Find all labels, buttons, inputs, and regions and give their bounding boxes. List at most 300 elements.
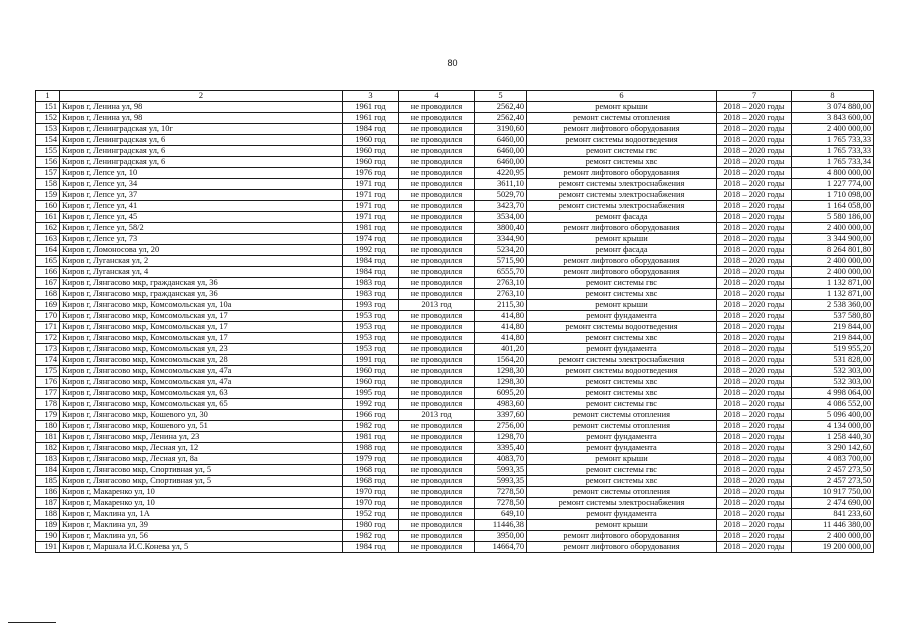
area-cell: 4083,70 — [475, 454, 527, 465]
address-cell: Киров г, Ленинградская ул, 6 — [60, 157, 343, 168]
table-row — [36, 201, 874, 212]
period-cell: 2018 – 2020 годы — [717, 355, 792, 366]
capital-repair-table — [35, 90, 874, 553]
build-year-cell: 1976 год — [343, 168, 399, 179]
cost-cell: 3 074 880,00 — [792, 102, 874, 113]
table-row — [36, 113, 874, 124]
address-cell: Киров г, Лянгасово мкр, Лесная ул, 8а — [60, 454, 343, 465]
period-cell: 2018 – 2020 годы — [717, 531, 792, 542]
build-year-cell: 1971 год — [343, 212, 399, 223]
row-number: 154 — [36, 135, 60, 146]
cost-cell: 3 843 600,00 — [792, 113, 874, 124]
table-header-row — [36, 91, 874, 102]
build-year-cell: 1953 год — [343, 311, 399, 322]
row-number: 157 — [36, 168, 60, 179]
period-cell: 2018 – 2020 годы — [717, 135, 792, 146]
period-cell: 2018 – 2020 годы — [717, 146, 792, 157]
work-type-cell: ремонт лифтового оборудования — [527, 542, 717, 553]
build-year-cell: 1961 год — [343, 102, 399, 113]
work-type-cell: ремонт лифтового оборудования — [527, 531, 717, 542]
column-header: 2 — [60, 91, 343, 102]
row-number: 161 — [36, 212, 60, 223]
area-cell: 7278,50 — [475, 498, 527, 509]
address-cell: Киров г, Лянгасово мкр, Кошевого ул, 30 — [60, 410, 343, 421]
area-cell: 3190,60 — [475, 124, 527, 135]
area-cell: 2756,00 — [475, 421, 527, 432]
area-cell: 2562,40 — [475, 102, 527, 113]
table-row — [36, 465, 874, 476]
last-repair-cell: 2013 год — [399, 410, 475, 421]
last-repair-cell: не проводился — [399, 311, 475, 322]
work-type-cell: ремонт системы электроснабжения — [527, 190, 717, 201]
page-number: 80 — [447, 58, 458, 68]
period-cell: 2018 – 2020 годы — [717, 509, 792, 520]
area-cell: 3534,00 — [475, 212, 527, 223]
row-number: 191 — [36, 542, 60, 553]
last-repair-cell: не проводился — [399, 124, 475, 135]
period-cell: 2018 – 2020 годы — [717, 300, 792, 311]
period-cell: 2018 – 2020 годы — [717, 399, 792, 410]
work-type-cell: ремонт фундамента — [527, 432, 717, 443]
build-year-cell: 1979 год — [343, 454, 399, 465]
last-repair-cell: не проводился — [399, 234, 475, 245]
last-repair-cell: не проводился — [399, 201, 475, 212]
cost-cell: 4 086 552,00 — [792, 399, 874, 410]
cost-cell: 1 227 774,00 — [792, 179, 874, 190]
area-cell: 1298,70 — [475, 432, 527, 443]
last-repair-cell: не проводился — [399, 542, 475, 553]
work-type-cell: ремонт системы хвс — [527, 388, 717, 399]
last-repair-cell: не проводился — [399, 388, 475, 399]
build-year-cell: 1970 год — [343, 487, 399, 498]
build-year-cell: 1960 год — [343, 157, 399, 168]
build-year-cell: 1980 год — [343, 520, 399, 531]
last-repair-cell: не проводился — [399, 322, 475, 333]
period-cell: 2018 – 2020 годы — [717, 344, 792, 355]
work-type-cell: ремонт фасада — [527, 245, 717, 256]
row-number: 166 — [36, 267, 60, 278]
last-repair-cell: не проводился — [399, 168, 475, 179]
build-year-cell: 1952 год — [343, 509, 399, 520]
address-cell: Киров г, Луганская ул, 4 — [60, 267, 343, 278]
row-number: 153 — [36, 124, 60, 135]
area-cell: 4220,95 — [475, 168, 527, 179]
table-row — [36, 344, 874, 355]
row-number: 173 — [36, 344, 60, 355]
cost-cell: 8 264 801,80 — [792, 245, 874, 256]
cost-cell: 5 096 400,00 — [792, 410, 874, 421]
table-row — [36, 487, 874, 498]
row-number: 163 — [36, 234, 60, 245]
work-type-cell: ремонт лифтового оборудования — [527, 124, 717, 135]
row-number: 158 — [36, 179, 60, 190]
cost-cell: 219 844,00 — [792, 322, 874, 333]
last-repair-cell: не проводился — [399, 256, 475, 267]
build-year-cell: 1971 год — [343, 190, 399, 201]
cost-cell: 4 800 000,00 — [792, 168, 874, 179]
table-row — [36, 399, 874, 410]
cost-cell: 3 344 900,00 — [792, 234, 874, 245]
area-cell: 3611,10 — [475, 179, 527, 190]
row-number: 178 — [36, 399, 60, 410]
build-year-cell: 1953 год — [343, 333, 399, 344]
area-cell: 11446,38 — [475, 520, 527, 531]
area-cell: 5029,70 — [475, 190, 527, 201]
address-cell: Киров г, Лянгасово мкр, Лесная ул, 12 — [60, 443, 343, 454]
build-year-cell: 1984 год — [343, 542, 399, 553]
cost-cell: 532 303,00 — [792, 377, 874, 388]
table-row — [36, 179, 874, 190]
cost-cell: 5 580 186,00 — [792, 212, 874, 223]
build-year-cell: 1991 год — [343, 355, 399, 366]
area-cell: 401,20 — [475, 344, 527, 355]
column-header: 6 — [527, 91, 717, 102]
table-row — [36, 333, 874, 344]
row-number: 167 — [36, 278, 60, 289]
address-cell: Киров г, Лепсе ул, 41 — [60, 201, 343, 212]
work-type-cell: ремонт фундамента — [527, 509, 717, 520]
last-repair-cell: не проводился — [399, 355, 475, 366]
address-cell: Киров г, Лянгасово мкр, Спортивная ул, 5 — [60, 465, 343, 476]
period-cell: 2018 – 2020 годы — [717, 388, 792, 399]
address-cell: Киров г, Лепсе ул, 34 — [60, 179, 343, 190]
build-year-cell: 1966 год — [343, 410, 399, 421]
table-row — [36, 278, 874, 289]
row-number: 188 — [36, 509, 60, 520]
build-year-cell: 1995 год — [343, 388, 399, 399]
period-cell: 2018 – 2020 годы — [717, 487, 792, 498]
work-type-cell: ремонт системы отопления — [527, 421, 717, 432]
cost-cell: 1 765 733,33 — [792, 135, 874, 146]
address-cell: Киров г, Ломоносова ул, 20 — [60, 245, 343, 256]
build-year-cell: 1968 год — [343, 465, 399, 476]
address-cell: Киров г, Лянгасово мкр, Комсомольская ул, 63 — [60, 388, 343, 399]
period-cell: 2018 – 2020 годы — [717, 333, 792, 344]
cost-cell: 4 083 700,00 — [792, 454, 874, 465]
column-header: 4 — [399, 91, 475, 102]
cost-cell: 841 233,60 — [792, 509, 874, 520]
row-number: 156 — [36, 157, 60, 168]
build-year-cell: 1968 год — [343, 476, 399, 487]
column-header: 1 — [36, 91, 60, 102]
work-type-cell: ремонт лифтового оборудования — [527, 168, 717, 179]
build-year-cell: 1992 год — [343, 399, 399, 410]
cost-cell: 2 400 000,00 — [792, 267, 874, 278]
build-year-cell: 1982 год — [343, 531, 399, 542]
work-type-cell: ремонт системы гвс — [527, 465, 717, 476]
period-cell: 2018 – 2020 годы — [717, 179, 792, 190]
build-year-cell: 1981 год — [343, 432, 399, 443]
last-repair-cell: не проводился — [399, 267, 475, 278]
table-row — [36, 388, 874, 399]
period-cell: 2018 – 2020 годы — [717, 476, 792, 487]
period-cell: 2018 – 2020 годы — [717, 234, 792, 245]
last-repair-cell: не проводился — [399, 432, 475, 443]
row-number: 180 — [36, 421, 60, 432]
address-cell: Киров г, Лянгасово мкр, Комсомольская ул, 17 — [60, 311, 343, 322]
work-type-cell: ремонт системы хвс — [527, 289, 717, 300]
last-repair-cell: 2013 год — [399, 300, 475, 311]
cost-cell: 2 474 690,00 — [792, 498, 874, 509]
period-cell: 2018 – 2020 годы — [717, 201, 792, 212]
build-year-cell: 1984 год — [343, 124, 399, 135]
area-cell: 6460,00 — [475, 146, 527, 157]
cost-cell: 1 258 440,30 — [792, 432, 874, 443]
cost-cell: 1 132 871,00 — [792, 278, 874, 289]
work-type-cell: ремонт системы отопления — [527, 487, 717, 498]
address-cell: Киров г, Лепсе ул, 10 — [60, 168, 343, 179]
period-cell: 2018 – 2020 годы — [717, 168, 792, 179]
period-cell: 2018 – 2020 годы — [717, 157, 792, 168]
table-row — [36, 322, 874, 333]
build-year-cell: 1960 год — [343, 366, 399, 377]
row-number: 181 — [36, 432, 60, 443]
work-type-cell: ремонт системы электроснабжения — [527, 179, 717, 190]
table-row — [36, 146, 874, 157]
work-type-cell: ремонт системы водоотведения — [527, 322, 717, 333]
row-number: 177 — [36, 388, 60, 399]
last-repair-cell: не проводился — [399, 509, 475, 520]
row-number: 179 — [36, 410, 60, 421]
area-cell: 3344,90 — [475, 234, 527, 245]
cost-cell: 1 710 098,00 — [792, 190, 874, 201]
work-type-cell: ремонт системы хвс — [527, 377, 717, 388]
build-year-cell: 1953 год — [343, 344, 399, 355]
row-number: 155 — [36, 146, 60, 157]
last-repair-cell: не проводился — [399, 366, 475, 377]
table-row — [36, 212, 874, 223]
period-cell: 2018 – 2020 годы — [717, 256, 792, 267]
period-cell: 2018 – 2020 годы — [717, 223, 792, 234]
table-row — [36, 124, 874, 135]
address-cell: Киров г, Лянгасово мкр, Комсомольская ул, 47а — [60, 366, 343, 377]
area-cell: 6460,00 — [475, 135, 527, 146]
table-row — [36, 289, 874, 300]
area-cell: 2763,10 — [475, 289, 527, 300]
address-cell: Киров г, Лянгасово мкр, гражданская ул, 36 — [60, 289, 343, 300]
build-year-cell: 1984 год — [343, 256, 399, 267]
period-cell: 2018 – 2020 годы — [717, 311, 792, 322]
address-cell: Киров г, Макаренко ул, 10 — [60, 498, 343, 509]
address-cell: Киров г, Лянгасово мкр, Комсомольская ул, 23 — [60, 344, 343, 355]
build-year-cell: 1974 год — [343, 234, 399, 245]
address-cell: Киров г, Лянгасово мкр, гражданская ул, 36 — [60, 278, 343, 289]
table-row — [36, 432, 874, 443]
table-row — [36, 234, 874, 245]
address-cell: Киров г, Лянгасово мкр, Кошевого ул, 51 — [60, 421, 343, 432]
area-cell: 414,80 — [475, 333, 527, 344]
period-cell: 2018 – 2020 годы — [717, 520, 792, 531]
period-cell: 2018 – 2020 годы — [717, 190, 792, 201]
cost-cell: 2 400 000,00 — [792, 256, 874, 267]
table-row — [36, 377, 874, 388]
table-row — [36, 410, 874, 421]
row-number: 169 — [36, 300, 60, 311]
work-type-cell: ремонт системы электроснабжения — [527, 498, 717, 509]
area-cell: 6095,20 — [475, 388, 527, 399]
period-cell: 2018 – 2020 годы — [717, 377, 792, 388]
address-cell: Киров г, Лянгасово мкр, Комсомольская ул, 47а — [60, 377, 343, 388]
row-number: 165 — [36, 256, 60, 267]
work-type-cell: ремонт системы гвс — [527, 278, 717, 289]
build-year-cell: 1983 год — [343, 289, 399, 300]
table-row — [36, 520, 874, 531]
work-type-cell: ремонт крыши — [527, 520, 717, 531]
period-cell: 2018 – 2020 годы — [717, 498, 792, 509]
address-cell: Киров г, Лянгасово мкр, Комсомольская ул, 17 — [60, 322, 343, 333]
row-number: 189 — [36, 520, 60, 531]
work-type-cell: ремонт системы электроснабжения — [527, 355, 717, 366]
work-type-cell: ремонт фундамента — [527, 311, 717, 322]
table-row — [36, 256, 874, 267]
last-repair-cell: не проводился — [399, 223, 475, 234]
cost-cell: 2 457 273,50 — [792, 476, 874, 487]
build-year-cell: 1983 год — [343, 278, 399, 289]
last-repair-cell: не проводился — [399, 289, 475, 300]
last-repair-cell: не проводился — [399, 399, 475, 410]
table-body — [36, 102, 874, 553]
table-row — [36, 355, 874, 366]
work-type-cell: ремонт крыши — [527, 454, 717, 465]
area-cell: 6460,00 — [475, 157, 527, 168]
work-type-cell: ремонт системы гвс — [527, 146, 717, 157]
address-cell: Киров г, Ленинградская ул, 6 — [60, 146, 343, 157]
area-cell: 6555,70 — [475, 267, 527, 278]
table-row — [36, 542, 874, 553]
address-cell: Киров г, Лянгасово мкр, Комсомольская ул, 17 — [60, 333, 343, 344]
work-type-cell: ремонт лифтового оборудования — [527, 256, 717, 267]
last-repair-cell: не проводился — [399, 520, 475, 531]
area-cell: 2115,30 — [475, 300, 527, 311]
row-number: 162 — [36, 223, 60, 234]
work-type-cell: ремонт крыши — [527, 300, 717, 311]
table-row — [36, 223, 874, 234]
table-row — [36, 476, 874, 487]
address-cell: Киров г, Лепсе ул, 37 — [60, 190, 343, 201]
cost-cell: 219 844,00 — [792, 333, 874, 344]
address-cell: Киров г, Лепсе ул, 73 — [60, 234, 343, 245]
last-repair-cell: не проводился — [399, 135, 475, 146]
row-number: 190 — [36, 531, 60, 542]
footnote-divider — [8, 622, 56, 623]
cost-cell: 3 290 142,60 — [792, 443, 874, 454]
work-type-cell: ремонт системы водоотведения — [527, 135, 717, 146]
area-cell: 5993,35 — [475, 465, 527, 476]
area-cell: 649,10 — [475, 509, 527, 520]
work-type-cell: ремонт системы хвс — [527, 333, 717, 344]
cost-cell: 19 200 000,00 — [792, 542, 874, 553]
table-row — [36, 311, 874, 322]
last-repair-cell: не проводился — [399, 179, 475, 190]
cost-cell: 4 134 000,00 — [792, 421, 874, 432]
work-type-cell: ремонт крыши — [527, 234, 717, 245]
area-cell: 1298,30 — [475, 366, 527, 377]
last-repair-cell: не проводился — [399, 421, 475, 432]
table-row — [36, 421, 874, 432]
area-cell: 14664,70 — [475, 542, 527, 553]
build-year-cell: 1993 год — [343, 300, 399, 311]
area-cell: 5715,90 — [475, 256, 527, 267]
row-number: 186 — [36, 487, 60, 498]
table-row — [36, 267, 874, 278]
row-number: 164 — [36, 245, 60, 256]
row-number: 184 — [36, 465, 60, 476]
work-type-cell: ремонт системы электроснабжения — [527, 201, 717, 212]
area-cell: 3395,40 — [475, 443, 527, 454]
row-number: 170 — [36, 311, 60, 322]
period-cell: 2018 – 2020 годы — [717, 278, 792, 289]
address-cell: Киров г, Лепсе ул, 45 — [60, 212, 343, 223]
row-number: 160 — [36, 201, 60, 212]
table-row — [36, 157, 874, 168]
work-type-cell: ремонт системы хвс — [527, 157, 717, 168]
address-cell: Киров г, Маклина ул, 1А — [60, 509, 343, 520]
area-cell: 414,80 — [475, 311, 527, 322]
build-year-cell: 1960 год — [343, 135, 399, 146]
table-row — [36, 498, 874, 509]
last-repair-cell: не проводился — [399, 487, 475, 498]
last-repair-cell: не проводился — [399, 333, 475, 344]
address-cell: Киров г, Луганская ул, 2 — [60, 256, 343, 267]
build-year-cell: 1960 год — [343, 146, 399, 157]
area-cell: 7278,50 — [475, 487, 527, 498]
cost-cell: 532 303,00 — [792, 366, 874, 377]
build-year-cell: 1961 год — [343, 113, 399, 124]
row-number: 172 — [36, 333, 60, 344]
period-cell: 2018 – 2020 годы — [717, 366, 792, 377]
last-repair-cell: не проводился — [399, 377, 475, 388]
build-year-cell: 1992 год — [343, 245, 399, 256]
period-cell: 2018 – 2020 годы — [717, 443, 792, 454]
area-cell: 414,80 — [475, 322, 527, 333]
work-type-cell: ремонт лифтового оборудования — [527, 223, 717, 234]
build-year-cell: 1984 год — [343, 267, 399, 278]
cost-cell: 1 765 733,34 — [792, 157, 874, 168]
row-number: 168 — [36, 289, 60, 300]
area-cell: 3423,70 — [475, 201, 527, 212]
cost-cell: 1 164 058,00 — [792, 201, 874, 212]
build-year-cell: 1971 год — [343, 201, 399, 212]
period-cell: 2018 – 2020 годы — [717, 421, 792, 432]
address-cell: Киров г, Лянгасово мкр, Комсомольская ул, 65 — [60, 399, 343, 410]
build-year-cell: 1960 год — [343, 377, 399, 388]
address-cell: Киров г, Лянгасово мкр, Спортивная ул, 5 — [60, 476, 343, 487]
address-cell: Киров г, Маршала И.С.Конева ул, 5 — [60, 542, 343, 553]
area-cell: 1298,30 — [475, 377, 527, 388]
cost-cell: 531 828,00 — [792, 355, 874, 366]
last-repair-cell: не проводился — [399, 102, 475, 113]
table-row — [36, 509, 874, 520]
last-repair-cell: не проводился — [399, 531, 475, 542]
address-cell: Киров г, Маклина ул, 56 — [60, 531, 343, 542]
work-type-cell: ремонт крыши — [527, 102, 717, 113]
build-year-cell: 1981 год — [343, 223, 399, 234]
period-cell: 2018 – 2020 годы — [717, 102, 792, 113]
table-row — [36, 454, 874, 465]
cost-cell: 2 400 000,00 — [792, 124, 874, 135]
address-cell: Киров г, Ленинградская ул, 10г — [60, 124, 343, 135]
period-cell: 2018 – 2020 годы — [717, 124, 792, 135]
row-number: 182 — [36, 443, 60, 454]
last-repair-cell: не проводился — [399, 245, 475, 256]
table-row — [36, 168, 874, 179]
column-header: 3 — [343, 91, 399, 102]
row-number: 187 — [36, 498, 60, 509]
area-cell: 2562,40 — [475, 113, 527, 124]
last-repair-cell: не проводился — [399, 454, 475, 465]
last-repair-cell: не проводился — [399, 190, 475, 201]
last-repair-cell: не проводился — [399, 443, 475, 454]
